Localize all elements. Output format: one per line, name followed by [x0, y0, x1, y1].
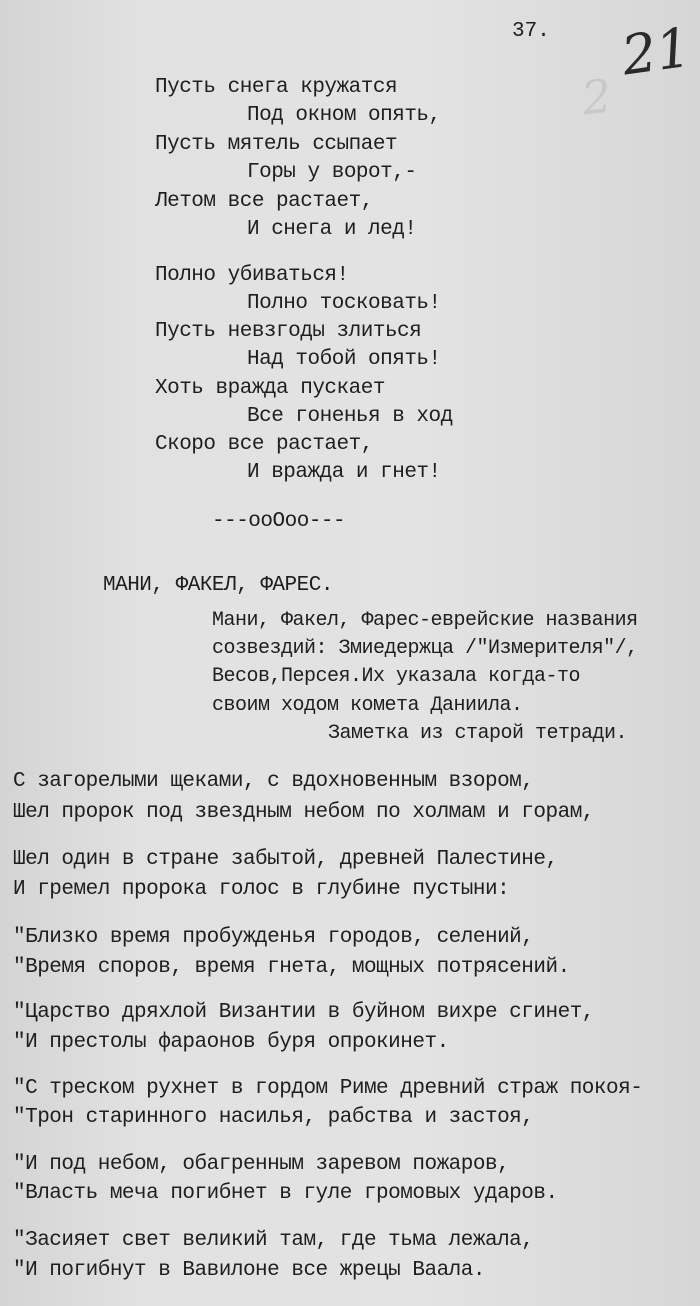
poem1-line: Под окном опять,: [247, 104, 441, 127]
poem2-line: "Время споров, время гнета, мощных потрясений.: [13, 956, 570, 979]
poem2-title: МАНИ, ФАКЕЛ, ФАРЕС.: [103, 574, 333, 597]
poem1-line: И снега и лед!: [247, 218, 417, 241]
epigraph-line: Весов,Персея.Их указала когда-то: [212, 665, 581, 688]
poem2-line: "И под небом, обагренным заревом пожаров,: [13, 1153, 510, 1176]
poem2-line: "И престолы фараонов буря опрокинет.: [13, 1031, 449, 1054]
poem1-line: Скоро все растает,: [155, 433, 373, 456]
poem1-line: И вражда и гнет!: [247, 461, 441, 484]
poem1-line: Пусть мятель ссыпает: [155, 133, 398, 156]
epigraph-line: своим ходом комета Даниила.: [212, 694, 523, 717]
epigraph-line: Мани, Факел, Фарес-еврейские названия: [212, 609, 638, 632]
poem1-line: Над тобой опять!: [247, 348, 441, 371]
poem2-line: И гремел пророка голос в глубине пустыни:: [13, 878, 510, 901]
poem2-line: "Царство дряхлой Византии в буйном вихре сгинет,: [13, 1001, 594, 1024]
poem2-line: "С треском рухнет в гордом Риме древний страж покоя-: [13, 1077, 643, 1100]
poem2-line: "Засияет свет великий там, где тьма лежала,: [13, 1229, 534, 1252]
poem1-line: Все гоненья в ход: [247, 405, 453, 428]
poem1-line: Полно тосковать!: [247, 292, 441, 315]
poem1-line: Пусть невзгоды злиться: [155, 320, 422, 343]
poem2-line: "Власть меча погибнет в гуле громовых ударов.: [13, 1182, 558, 1205]
epigraph-line: созвездий: Змиедержца /"Измерителя"/,: [212, 637, 638, 660]
poem1-line: Полно убиваться!: [155, 264, 349, 287]
poem2-line: Шел пророк под звездным небом по холмам и горам,: [13, 801, 594, 824]
poem1-line: Хоть вражда пускает: [155, 377, 385, 400]
poem2-line: "И погибнут в Вавилоне все жрецы Ваала.: [13, 1259, 485, 1282]
poem2-line: "Трон старинного насилья, рабства и застоя,: [13, 1106, 534, 1129]
poem1-line: Летом все растает,: [155, 190, 373, 213]
handwritten-page-number: 21: [617, 15, 695, 88]
poem1-line: Пусть снега кружатся: [155, 76, 398, 99]
poem2-line: Шел один в стране забытой, древней Палестине,: [13, 848, 558, 871]
epigraph-source: Заметка из старой тетради.: [328, 722, 628, 745]
faint-archive-number: 2: [579, 68, 615, 126]
poem2-line: С загорелыми щеками, с вдохновенным взором,: [13, 770, 534, 793]
section-separator: ---ooOoo---: [212, 510, 346, 533]
poem1-line: Горы у ворот,-: [247, 161, 417, 184]
poem2-line: "Близко время пробужденья городов, селений,: [13, 926, 534, 949]
page-number: 37.: [512, 20, 550, 43]
